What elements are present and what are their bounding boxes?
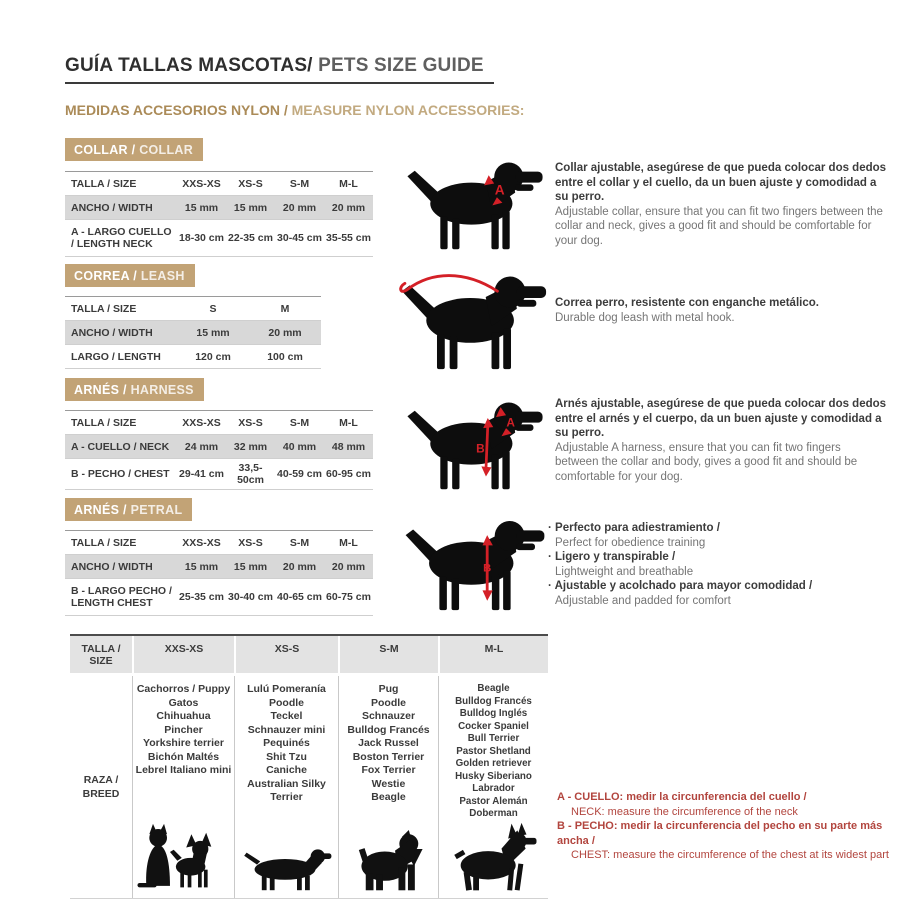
note-a-en: NECK: measure the circumference of the neck: [571, 805, 798, 818]
table-row: [65, 459, 373, 490]
breed-table-body: [70, 676, 548, 899]
table-row: [65, 220, 373, 257]
petral-table: [65, 530, 373, 616]
collar-badge-es: COLLAR /: [74, 143, 136, 157]
leash-desc-en: Durable dog leash with metal hook.: [555, 311, 735, 324]
page-subtitle-es: MEDIDAS ACCESORIOS NYLON /: [65, 102, 292, 118]
dog-silhouette-collar-icon: [400, 147, 550, 252]
cell: M-L: [339, 177, 358, 190]
cell: 40 mm: [282, 440, 317, 453]
doberman-icon: [448, 822, 540, 892]
cell: 20 mm: [331, 201, 366, 214]
leash-line-marker: [401, 276, 498, 292]
cell: 60-75 cm: [326, 591, 371, 603]
page-title: [65, 55, 494, 84]
table-row: [65, 411, 373, 435]
table-row: [65, 531, 373, 555]
cell: S-M: [289, 416, 310, 429]
petral-badge-es: ARNÉS /: [74, 503, 127, 517]
cell: 30-45 cm: [277, 232, 322, 244]
feature-es: · Ajustable y acolchado para mayor comodidad /: [548, 579, 878, 594]
cell: 48 mm: [331, 440, 366, 453]
cell: 15 mm: [233, 560, 268, 573]
harness-desc-es: Arnés ajustable, asegúrese de que pueda colocar dos dedos entre el arnés y el cuerpo, da un buen ajuste y comodidad a su perro.: [555, 398, 887, 439]
note-a-es: A - CUELLO: medir la circunferencia del cuello /: [557, 791, 807, 803]
cell: 15 mm: [184, 560, 219, 573]
breed-list: Beagle Bulldog Francés Bulldog Inglés Cocker Spaniel Bull Terrier Pastor Shetland Golden retriever Husky Siberiano Labrador Pastor Alemán Doberman: [455, 683, 532, 819]
harness-badge-es: ARNÉS /: [74, 383, 127, 397]
page-title-en: PETS SIZE GUIDE: [312, 55, 484, 76]
cell: 29-41 cm: [179, 468, 224, 480]
cell: 30-40 cm: [228, 591, 273, 603]
svg-text:A: A: [494, 182, 505, 198]
breed-col-s-m: [338, 676, 438, 898]
petral-features: [548, 521, 878, 608]
leash-badge-en: LEASH: [137, 269, 185, 283]
breed-col-m-l: [438, 676, 548, 898]
cell: S-M: [289, 536, 310, 549]
cell: M: [280, 302, 290, 315]
harness-desc-en: Adjustable A harness, ensure that you can fit two fingers between the collar and body, gives a good fit and should be comfortable for your dog.: [555, 441, 858, 483]
row-label: A - CUELLO / NECK: [71, 440, 170, 453]
cell: 24 mm: [184, 440, 219, 453]
cell: XXS-XS: [182, 177, 221, 190]
note-b-en: CHEST: measure the circumference of the chest at its widest part: [571, 849, 889, 861]
leash-section-badge: [65, 264, 195, 287]
cell: XS-S: [238, 416, 263, 429]
dog-silhouette-petral-icon: [400, 504, 550, 614]
harness-badge-en: HARNESS: [126, 383, 194, 397]
table-row: [65, 579, 373, 616]
row-label: ANCHO / WIDTH: [71, 201, 153, 214]
feature-item: [548, 521, 878, 550]
cell: 15 mm: [184, 201, 219, 214]
dog-silhouette-harness-icon: [400, 387, 550, 492]
cell: 20 mm: [268, 326, 302, 339]
breed-col-xxs-xs: [132, 676, 234, 898]
petral-badge-en: PETRAL: [126, 503, 183, 517]
row-label: B - PECHO / CHEST: [71, 468, 170, 480]
table-row: [65, 345, 321, 369]
breed-list: Lulú Pomeranía Poodle Teckel Schnauzer mini Pequinés Shit Tzu Caniche Australian Silky Terrier: [247, 683, 326, 803]
feature-en: Lightweight and breathable: [555, 565, 694, 578]
cell: S-M: [289, 177, 310, 190]
row-label: TALLA / SIZE: [71, 177, 137, 190]
breed-table-header: [70, 634, 548, 676]
cell: 100 cm: [267, 350, 303, 363]
cell: 33,5-50cm: [237, 462, 264, 486]
dog-silhouette-leash-icon: [395, 260, 553, 372]
feature-en: Perfect for obedience training: [555, 536, 706, 549]
row-label: ANCHO / WIDTH: [71, 326, 153, 339]
svg-text:A: A: [506, 415, 515, 430]
leash-table: [65, 296, 321, 369]
page-subtitle: [65, 102, 524, 118]
cell: 40-65 cm: [277, 591, 322, 603]
collar-desc-en: Adjustable collar, ensure that you can fit two fingers between the collar and neck, gives a good fit and should be comfortable for your dog.: [555, 205, 883, 247]
collar-section-badge: [65, 138, 203, 161]
cell: XS-S: [238, 536, 263, 549]
breed-list: Cachorros / Puppy Gatos Chihuahua Pincher Yorkshire terrier Bichón Maltés Lebrel Italiano mini: [135, 683, 232, 776]
collar-table: [65, 171, 373, 257]
note-b-es: B - PECHO: medir la circunferencia del pecho en su parte más ancha /: [557, 820, 883, 847]
cell: 60-95 cm: [326, 468, 371, 480]
cell: 25-35 cm: [179, 591, 224, 603]
cell: S: [209, 302, 217, 315]
page-title-es: GUÍA TALLAS MASCOTAS/: [65, 55, 313, 76]
cell: 15 mm: [196, 326, 230, 339]
cell: 18-30 cm: [179, 232, 224, 244]
table-row: [65, 321, 321, 345]
row-label: TALLA / SIZE: [71, 536, 137, 549]
cell: 20 mm: [331, 560, 366, 573]
collar-badge-en: COLLAR: [135, 143, 194, 157]
breed-row-label: RAZA / BREED: [82, 774, 120, 800]
cell: 40-59 cm: [277, 468, 322, 480]
table-row: [65, 555, 373, 579]
svg-text:B: B: [483, 562, 492, 575]
feature-item: [548, 550, 878, 579]
leash-badge-es: CORREA /: [74, 269, 138, 283]
harness-table: [65, 410, 373, 490]
table-row: [65, 172, 373, 196]
cell: XXS-XS: [182, 416, 221, 429]
cell: 22-35 cm: [228, 232, 273, 244]
header-cell: XXS-XS: [132, 636, 234, 673]
breed-col-xs-s: [234, 676, 338, 898]
collar-description: [555, 161, 887, 248]
cell: 20 mm: [282, 560, 317, 573]
harness-section-badge: [65, 378, 204, 401]
header-cell: XS-S: [234, 636, 338, 673]
row-label: ANCHO / WIDTH: [71, 560, 153, 573]
cell: 32 mm: [233, 440, 268, 453]
row-label: B - LARGO PECHO / LENGTH CHEST: [71, 585, 172, 609]
row-label: TALLA / SIZE: [71, 302, 137, 315]
cell: 120 cm: [195, 350, 231, 363]
table-row: [65, 297, 321, 321]
measuring-notes: [557, 790, 892, 863]
petral-section-badge: [65, 498, 192, 521]
page-subtitle-en: MEASURE NYLON ACCESSORIES:: [291, 102, 525, 118]
cell: XS-S: [238, 177, 263, 190]
cat-and-chihuahua-icon: [136, 820, 232, 892]
breed-table: [70, 634, 548, 899]
cell: 35-55 cm: [326, 232, 371, 244]
header-cell: TALLA / SIZE: [81, 643, 121, 667]
harness-description: [555, 397, 887, 484]
dachshund-icon: [241, 842, 333, 892]
cell: XXS-XS: [182, 536, 221, 549]
breed-list: Pug Poodle Schnauzer Bulldog Francés Jack Russel Boston Terrier Fox Terrier Westie Beagle: [347, 683, 430, 803]
schnauzer-icon: [350, 830, 428, 892]
cell: 15 mm: [233, 201, 268, 214]
table-row: [65, 196, 373, 220]
header-cell: M-L: [438, 636, 548, 673]
row-label: LARGO / LENGTH: [71, 350, 161, 363]
leash-description: [555, 296, 887, 325]
row-label: TALLA / SIZE: [71, 416, 137, 429]
svg-text:B: B: [476, 441, 485, 456]
leash-desc-es: Correa perro, resistente con enganche metálico.: [555, 297, 819, 309]
row-label: A - LARGO CUELLO / LENGTH NECK: [71, 226, 172, 250]
cell: M-L: [339, 536, 358, 549]
cell: M-L: [339, 416, 358, 429]
header-cell: S-M: [338, 636, 438, 673]
feature-es: · Ligero y transpirable /: [548, 550, 878, 565]
feature-item: [548, 579, 878, 608]
cell: 20 mm: [282, 201, 317, 214]
table-row: [65, 435, 373, 459]
feature-es: · Perfecto para adiestramiento /: [548, 521, 878, 536]
feature-en: Adjustable and padded for comfort: [555, 594, 731, 607]
collar-desc-es: Collar ajustable, asegúrese de que pueda colocar dos dedos entre el collar y el cuello, da un buen ajuste y comodidad a su perro.: [555, 162, 887, 203]
